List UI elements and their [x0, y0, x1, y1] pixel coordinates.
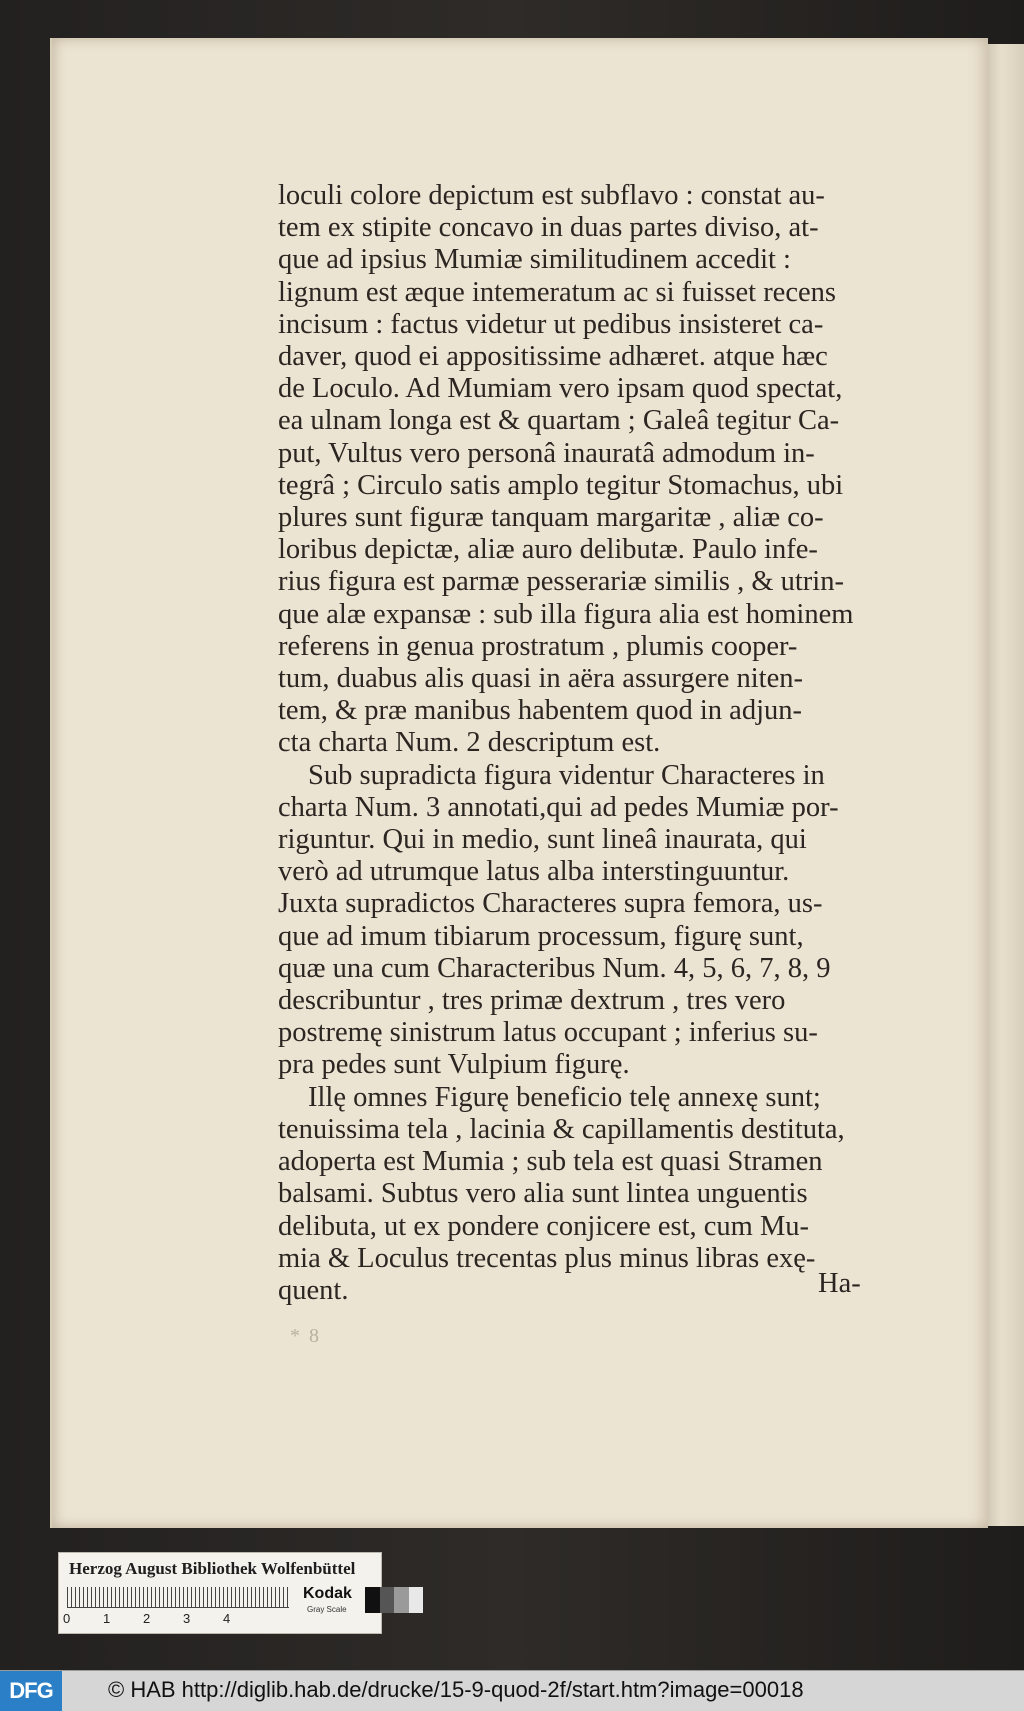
catchword: Ha- — [818, 1268, 861, 1299]
ruler-number: 0 — [63, 1611, 71, 1626]
text-line: Juxta supradictos Characteres supra femora, us- — [278, 888, 823, 920]
adjacent-page-edge — [986, 44, 1024, 1526]
ruler-numbers — [63, 1611, 303, 1626]
page-text — [278, 180, 870, 1307]
text-line: de Loculo. Ad Mumiam vero ipsam quod spectat, — [278, 373, 843, 405]
card-title: Herzog August Bibliothek Wolfenbüttel — [69, 1559, 356, 1578]
ruler-number: 4 — [223, 1611, 231, 1626]
text-line: cta charta Num. 2 descriptum est. — [278, 727, 661, 759]
text-line: plures sunt figuræ tanquam margaritæ , aliæ co- — [278, 502, 824, 534]
text-line: que alæ expansæ : sub illa figura alia est hominem — [278, 598, 854, 630]
text-line: verò ad utrumque latus alba interstinguuntur. — [278, 856, 790, 888]
ruler-scale — [67, 1587, 289, 1608]
gray-patch — [409, 1587, 424, 1613]
ruler-number: 1 — [103, 1611, 111, 1626]
ruler-number: 2 — [143, 1611, 151, 1626]
text-line: referens in genua prostratum , plumis cooper- — [278, 630, 798, 662]
text-line: incisum : factus videtur ut pedibus insisteret ca- — [278, 308, 824, 340]
text-line: put, Vultus vero personâ inauratâ admodum in- — [278, 437, 815, 469]
text-line: postremę sinistrum latus occupant ; inferius su- — [278, 1017, 818, 1049]
text-line: loculi colore depictum est subflavo : constat au- — [278, 180, 825, 211]
text-line: quent. — [278, 1274, 349, 1306]
text-line: ea ulnam longa est & quartam ; Galeâ tegitur Ca- — [278, 405, 840, 437]
dfg-logo: DFG — [0, 1671, 62, 1711]
text-line: charta Num. 3 annotati,qui ad pedes Mumiæ por- — [278, 791, 839, 823]
text-line: delibuta, ut ex pondere conjicere est, cum Mu- — [278, 1210, 810, 1242]
text-line: pra pedes sunt Vulpium figurę. — [278, 1049, 630, 1081]
kodak-brand: Kodak — [303, 1585, 352, 1602]
text-line: tenuissima tela , lacinia & capillamentis destituta, — [278, 1113, 845, 1145]
text-line: tem, & præ manibus habentem quod in adjun- — [278, 695, 802, 727]
text-line: tum, duabus alis quasi in aëra assurgere niten- — [278, 663, 803, 695]
text-line: quæ una cum Characteribus Num. 4, 5, 6, 7, 8, 9 — [278, 952, 831, 984]
text-line: Sub supradicta figura videntur Characteres in — [308, 759, 825, 791]
text-line: riguntur. Qui in medio, sunt lineâ inaurata, qui — [278, 824, 807, 856]
text-line: que ad imum tibiarum processum, figurę sunt, — [278, 920, 804, 952]
text-line: que ad ipsius Mumiæ similitudinem accedit : — [278, 244, 791, 276]
gray-patch — [365, 1587, 380, 1613]
text-line: rius figura est parmæ pesserariæ similis , & utrin- — [278, 566, 844, 598]
ruler-number: 3 — [183, 1611, 191, 1626]
gray-patch — [394, 1587, 409, 1613]
text-line: balsami. Subtus vero alia sunt lintea unguentis — [278, 1178, 808, 1210]
text-line: describuntur , tres primæ dextrum , tres vero — [278, 985, 786, 1017]
signature-mark: * 8 — [290, 1325, 321, 1347]
text-line: adoperta est Mumia ; sub tela est quasi Stramen — [278, 1146, 823, 1178]
gray-patch — [380, 1587, 395, 1613]
text-line: mia & Loculus trecentas plus minus libras exę- — [278, 1242, 816, 1274]
color-calibration-card — [58, 1552, 382, 1634]
gray-scale-patches — [365, 1587, 423, 1613]
footer-copyright-link[interactable]: © HAB http://diglib.hab.de/drucke/15-9-quod-2f/start.htm?image=00018 — [108, 1677, 804, 1702]
text-line: lignum est æque intemeratum ac si fuisset recens — [278, 276, 836, 308]
text-line: tem ex stipite concavo in duas partes diviso, at- — [278, 212, 819, 244]
text-line: tegrâ ; Circulo satis amplo tegitur Stomachus, ubi — [278, 469, 844, 501]
kodak-subtitle: Gray Scale — [307, 1605, 347, 1614]
text-line: daver, quod ei appositissime adhæret. atque hæc — [278, 341, 828, 373]
footer-bar — [0, 1670, 1024, 1711]
text-line: Illę omnes Figurę beneficio telę annexę sunt; — [308, 1081, 821, 1113]
text-line: loribus depictæ, aliæ auro delibutæ. Paulo infe- — [278, 534, 818, 566]
